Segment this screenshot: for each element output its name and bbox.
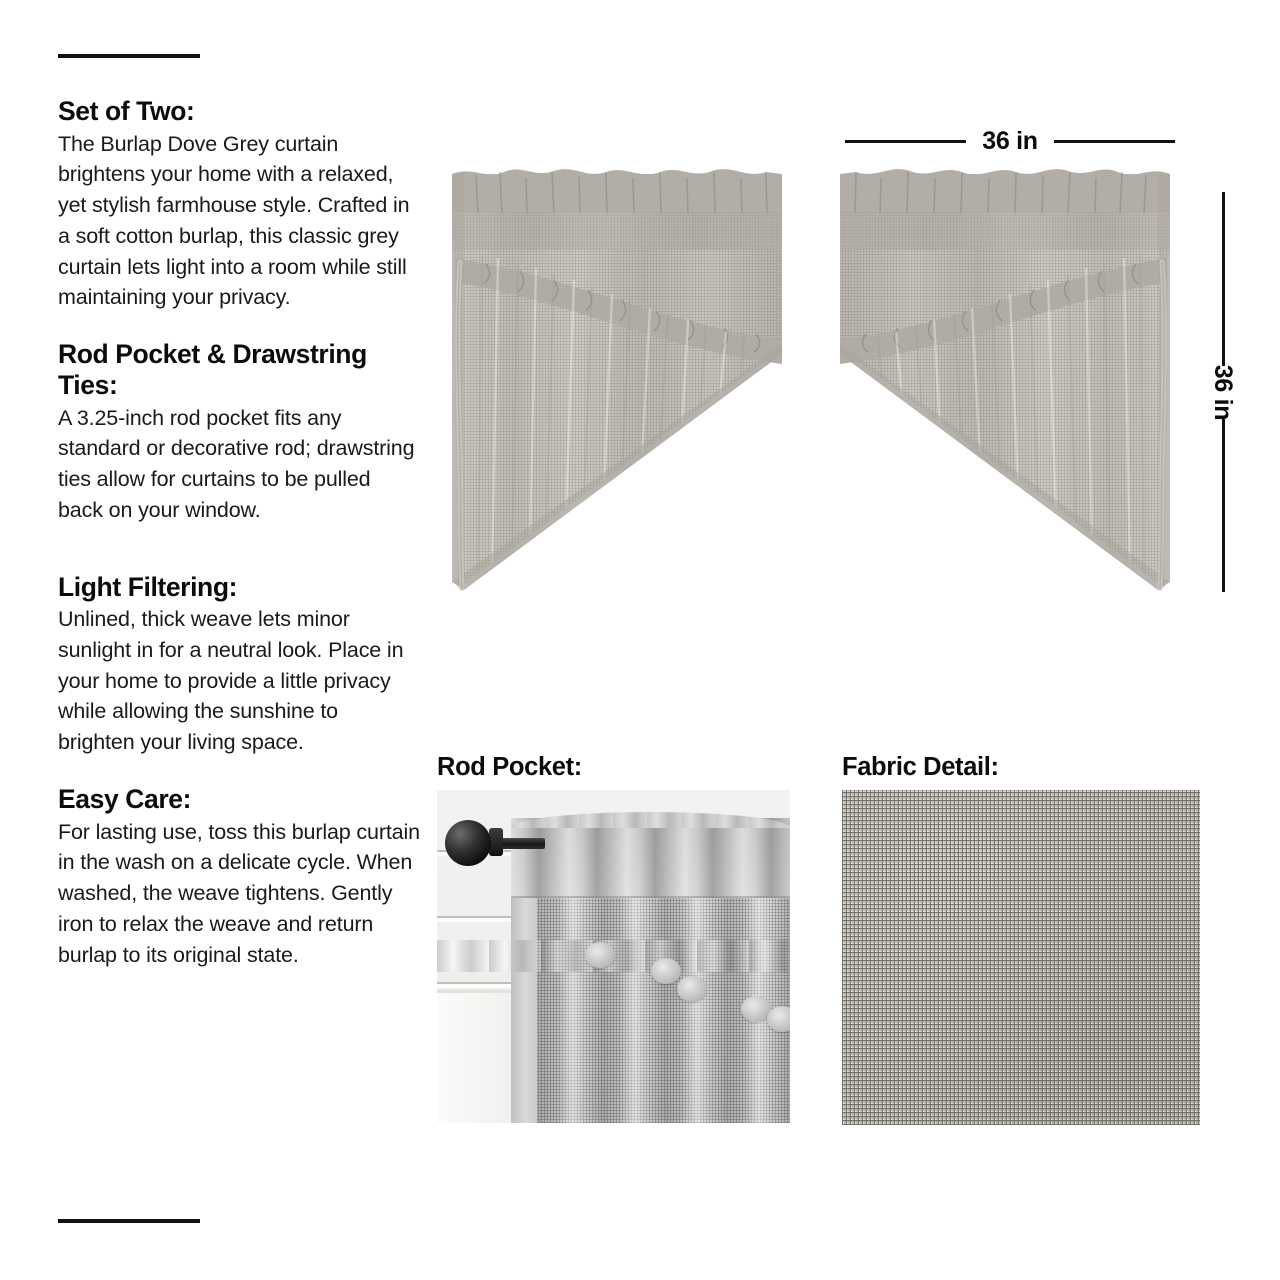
- feature-body: For lasting use, toss this burlap curtain in the wash on a delicate cycle. When washed, the weave tightens. Gently iron to relax the weave and return burlap to its original state.: [58, 819, 420, 967]
- feature-heading: Set of Two:: [58, 96, 195, 126]
- width-dimension-label: 36 in: [982, 126, 1038, 155]
- drawstring-knot: [677, 976, 707, 1002]
- feature-heading: Light Filtering:: [58, 571, 238, 602]
- divider-rule-bottom: [58, 1219, 200, 1223]
- rod-ball-finial: [445, 820, 491, 866]
- feature-heading: Easy Care:: [58, 783, 192, 814]
- feature-block-rod-pocket-drawstring: [58, 339, 420, 525]
- feature-block-light-filtering: [58, 572, 420, 758]
- dimension-tick-bottom: [1222, 419, 1225, 593]
- width-dimension-annotation: [845, 127, 1175, 155]
- baseboard-trim: [437, 990, 517, 1123]
- feature-block-easy-care: [58, 784, 420, 970]
- drawstring-knot: [651, 958, 681, 984]
- feature-heading: Rod Pocket & Drawstring Ties:: [58, 339, 367, 400]
- feature-body: The Burlap Dove Grey curtain brightens your home with a relaxed, yet stylish farmhouse style. Crafted in a soft cotton burlap, this classic grey curtain lets light into a room while still maintaining your privacy.: [58, 131, 410, 310]
- rod-collar: [489, 828, 503, 856]
- curtain-side-hem: [511, 890, 537, 1123]
- drawstring-knot: [767, 1006, 790, 1032]
- feature-block-set-of-two: [58, 96, 420, 313]
- divider-rule-top: [58, 54, 200, 58]
- burlap-fabric-swatch: [842, 790, 1200, 1125]
- rod-pocket-band: [511, 818, 790, 898]
- drawstring-knot: [585, 942, 615, 968]
- height-dimension-label: 36 in: [1209, 364, 1238, 420]
- height-dimension-annotation: [1209, 192, 1238, 592]
- fabric-detail-panel-label: Fabric Detail:: [842, 753, 999, 781]
- curtain-swag-left: [434, 158, 794, 614]
- rod-pocket-panel-label: Rod Pocket:: [437, 753, 582, 781]
- dimension-tick-top: [1222, 192, 1225, 366]
- dimension-tick-right: [1054, 140, 1175, 143]
- dimension-tick-left: [845, 140, 966, 143]
- feature-text-column: [58, 96, 420, 970]
- feature-body: Unlined, thick weave lets minor sunlight in for a neutral look. Place in your home to provide a little privacy while allowing the sunshine to brighten your living space.: [58, 607, 404, 755]
- curtain-swag-right: [828, 158, 1188, 614]
- rod-pocket-photo: [437, 790, 790, 1123]
- feature-body: A 3.25-inch rod pocket fits any standard or decorative rod; drawstring ties allow for curtains to be pulled back on your window.: [58, 405, 415, 522]
